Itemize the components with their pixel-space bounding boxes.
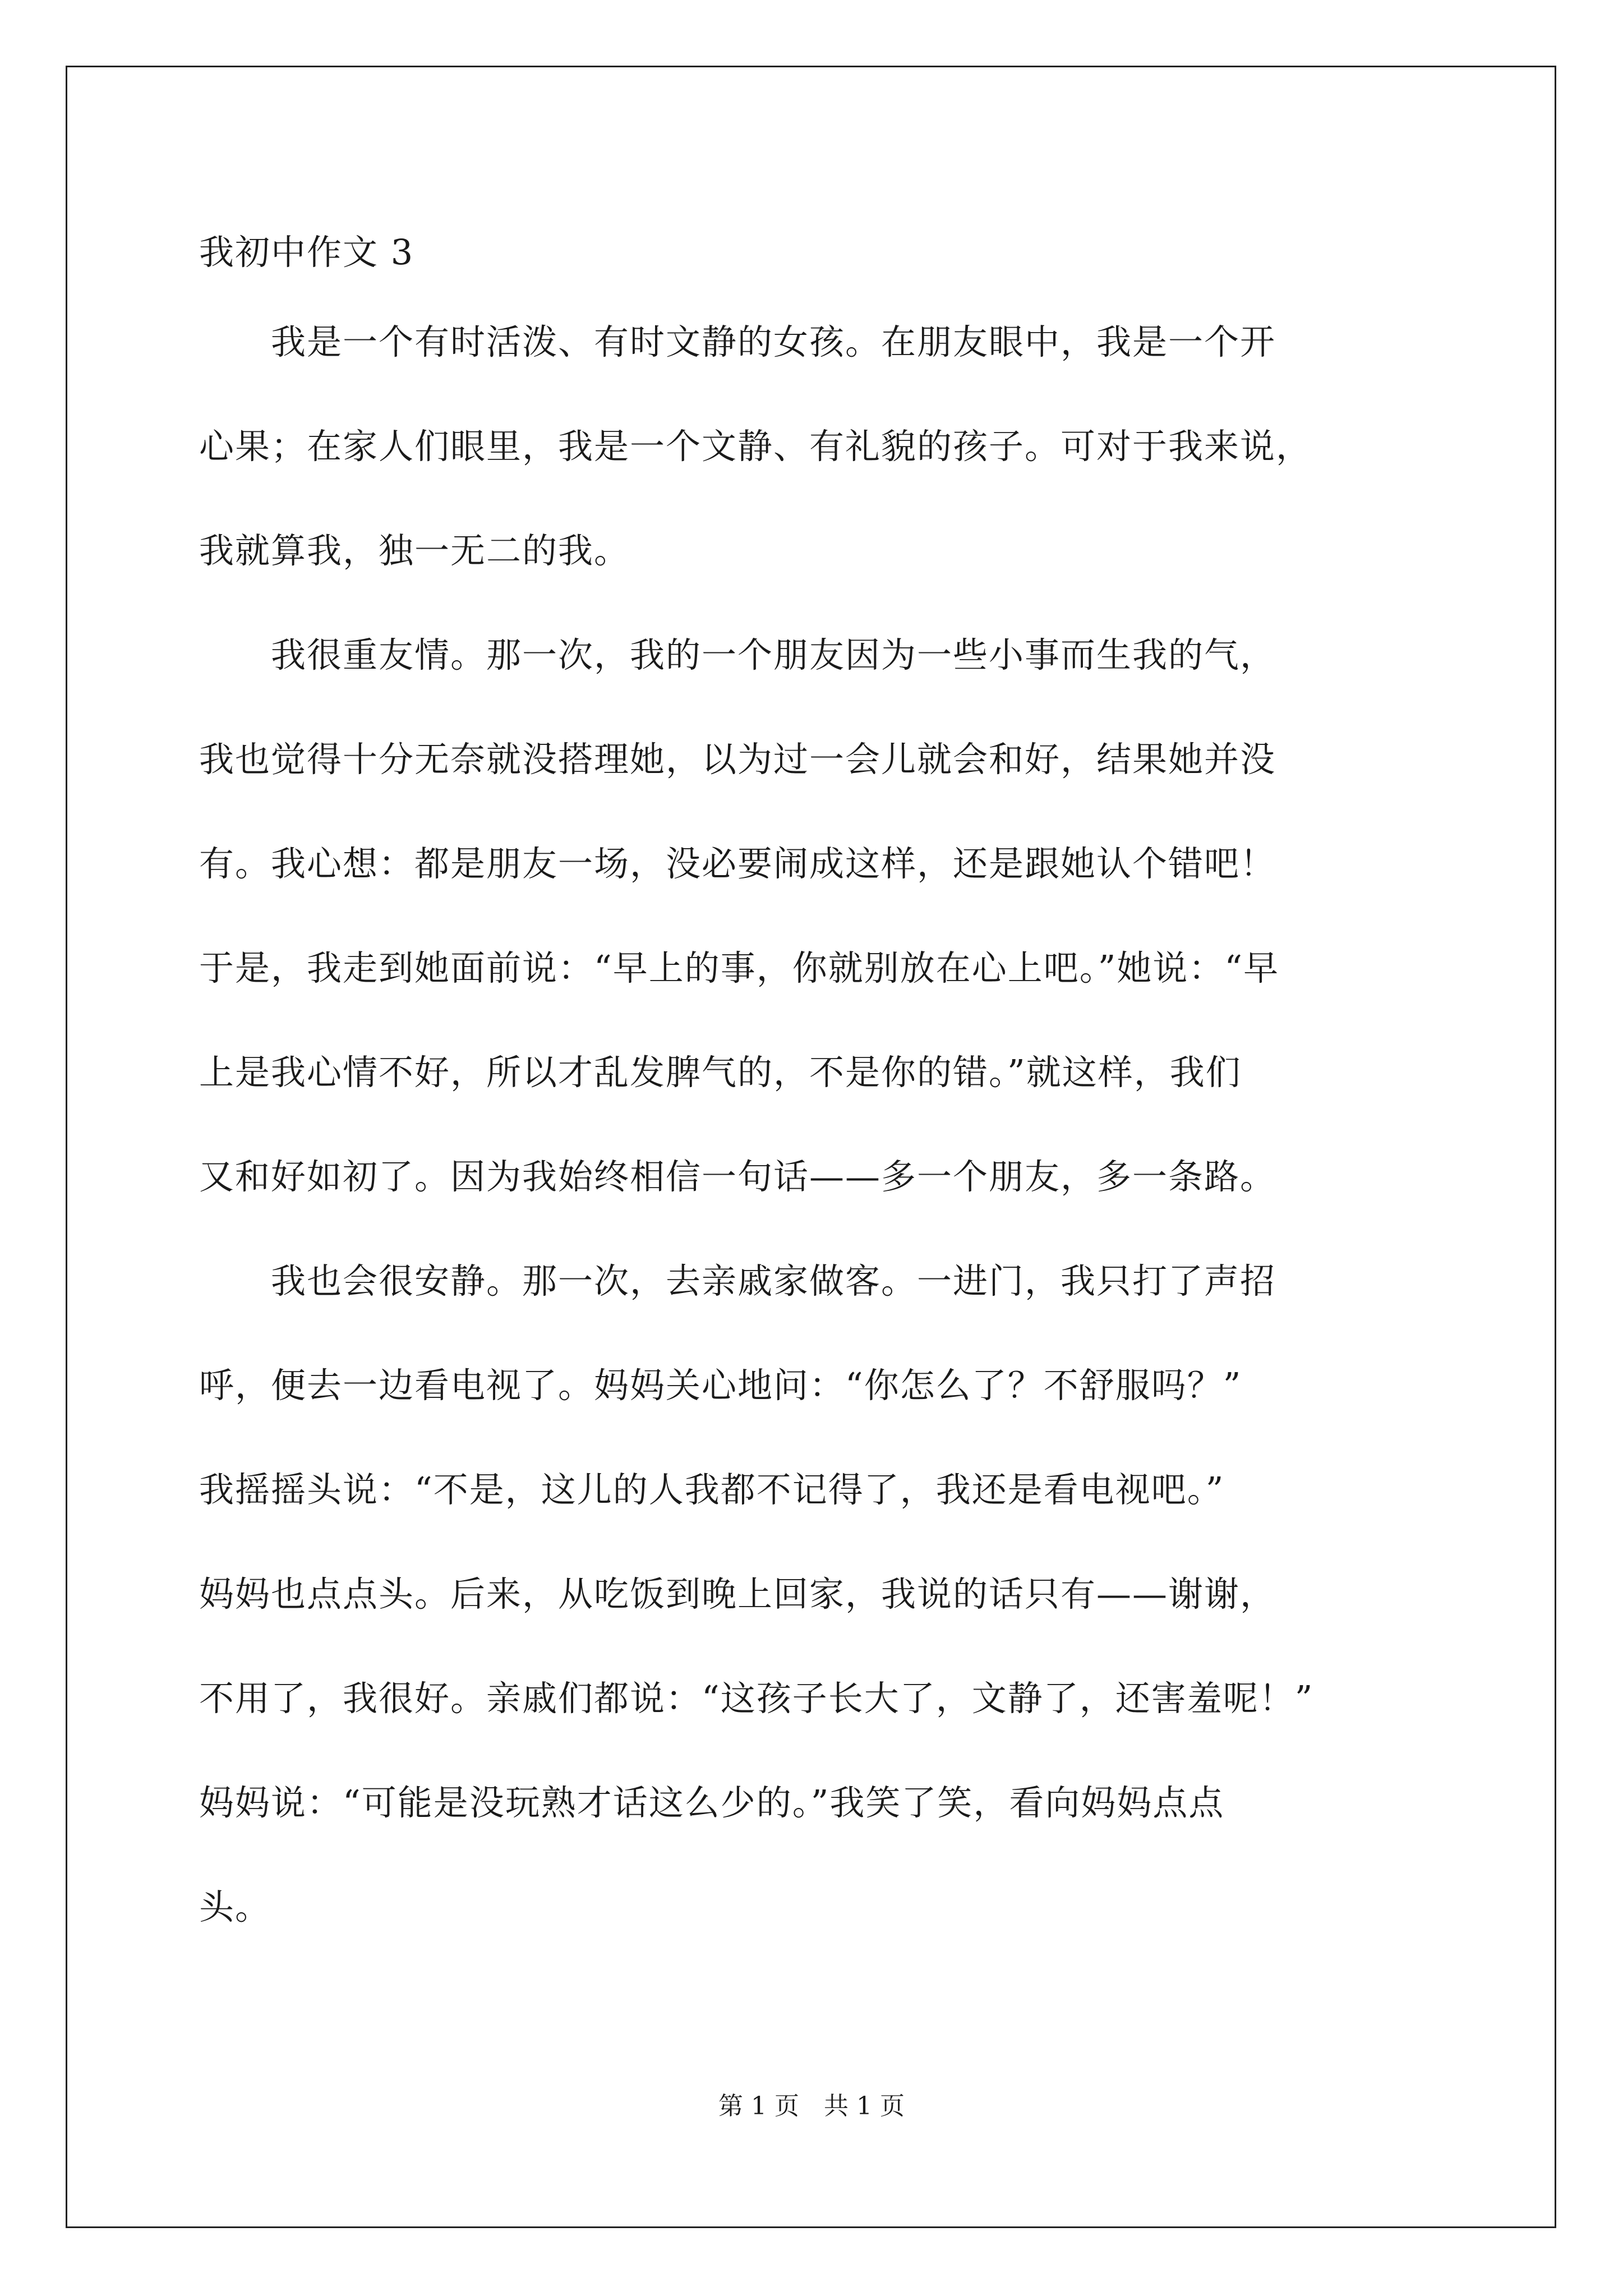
text-line-15: 妈妈说：“可能是没玩熟才话这么少的。”我笑了笑，看向妈妈点点 [199,1782,1225,1823]
text-line-13: 妈妈也点点头。后来，从吃饭到晚上回家，我说的话只有——谢谢， [199,1573,1276,1614]
page-border [66,66,1556,2228]
text-line-10: 我也会很安静。那一次，去亲戚家做客。一进门，我只打了声招 [199,1260,1276,1301]
text-line-1: 我是一个有时活泼、有时文静的女孩。在朋友眼中，我是一个开 [199,321,1276,362]
text-line-16: 头。 [199,1887,271,1927]
text-line-9: 又和好如初了。因为我始终相信一句话——多一个朋友，多一条路。 [199,1156,1276,1197]
text-line-11: 呼，便去一边看电视了。妈妈关心地问：“你怎么了？不舒服吗？” [199,1365,1242,1406]
text-line-6: 有。我心想：都是朋友一场，没必要闹成这样，还是跟她认个错吧！ [199,843,1276,884]
text-line-12: 我摇摇头说：“不是，这儿的人我都不记得了，我还是看电视吧。” [199,1469,1225,1510]
text-line-8: 上是我心情不好，所以才乱发脾气的，不是你的错。”就这样，我们 [199,1052,1242,1093]
text-line-14: 不用了，我很好。亲戚们都说：“这孩子长大了，文静了，还害羞呢！” [199,1678,1314,1719]
text-line-4: 我很重友情。那一次，我的一个朋友因为一些小事而生我的气， [199,634,1276,675]
page-number-footer: 第 1 页 共 1 页 [718,2092,905,2120]
text-line-2: 心果；在家人们眼里，我是一个文静、有礼貌的孩子。可对于我来说， [199,426,1312,467]
text-line-5: 我也觉得十分无奈就没搭理她，以为过一会儿就会和好，结果她并没 [199,739,1276,780]
text-line-3: 我就算我，独一无二的我。 [199,530,630,571]
text-line-7: 于是，我走到她面前说：“早上的事，你就别放在心上吧。”她说：“早 [199,947,1280,988]
document-title: 我初中作文 3 [199,232,414,273]
